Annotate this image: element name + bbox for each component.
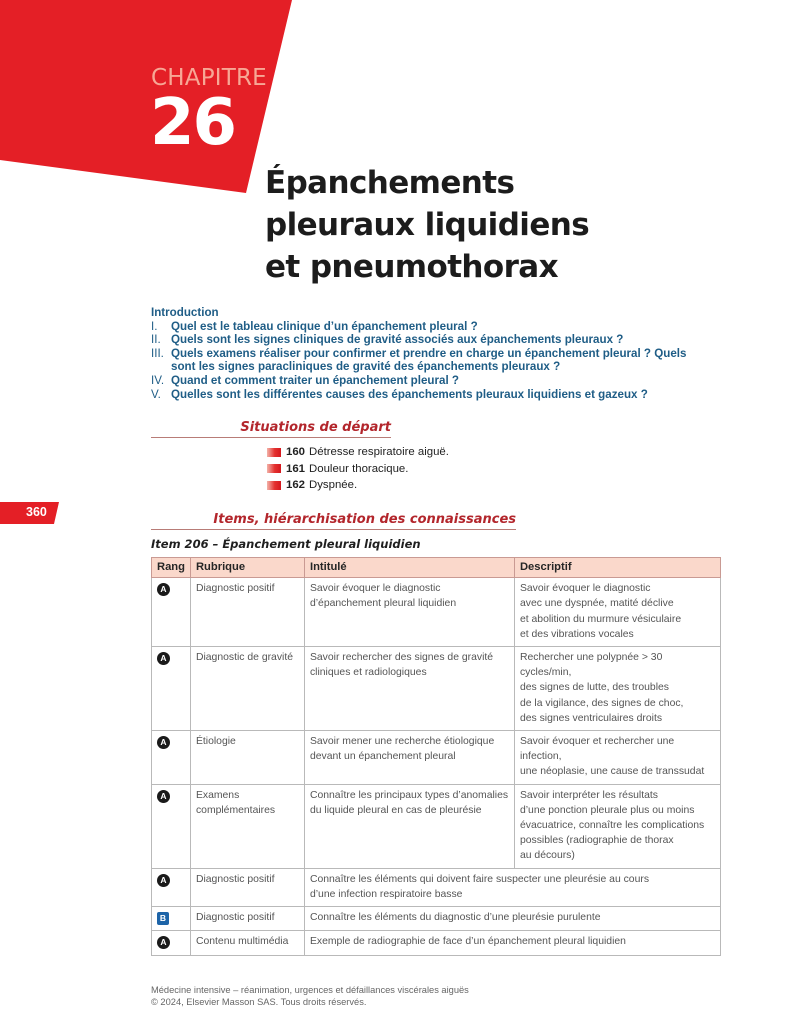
situations-list (267, 444, 449, 494)
situations-title: Situations de départ (240, 420, 391, 435)
situation-code: 161 (286, 462, 306, 475)
intitule-cell: Connaître les éléments du diagnostic d’une pleurésie purulente (304, 907, 720, 931)
intitule-cell: Connaître les éléments qui doivent faire suspecter une pleurésie au cours d’une infection respiratoire basse (304, 868, 720, 906)
page-number-tab (0, 502, 60, 524)
rank-cell (152, 731, 191, 785)
situation-item (267, 444, 449, 461)
rank-b-badge-icon: B (157, 912, 169, 925)
page-title-line: Épanchements (265, 165, 515, 201)
outline-item-number: III. (151, 346, 164, 360)
chapter-number: 26 (150, 86, 236, 160)
rank-a-badge-icon: A (157, 583, 170, 596)
items-header (151, 510, 516, 530)
red-square-bullet-icon (267, 481, 281, 490)
rank-cell (152, 907, 191, 931)
rubrique-cell: Étiologie (190, 731, 304, 785)
outline-item-text: Quelles sont les différentes causes des épanchements pleuraux liquidiens et gazeux ? (171, 387, 648, 401)
rank-cell (152, 578, 191, 647)
rank-cell (152, 647, 191, 731)
rubrique-cell: Diagnostic de gravité (190, 647, 304, 731)
outline-item-text: Quel est le tableau clinique d’un épanchement pleural ? (171, 319, 478, 333)
rubrique-cell: Diagnostic positif (190, 578, 304, 647)
table-header-row (152, 558, 721, 578)
outline-item-text: Quand et comment traiter un épanchement pleural ? (171, 373, 459, 387)
rubrique-cell: Contenu multimédia (190, 931, 304, 956)
rank-a-badge-icon: A (157, 790, 170, 803)
multimedia-link[interactable]: Exemple de radiographie de face d’un épanchement pleural liquidien (304, 931, 720, 956)
page-number: 360 (26, 505, 47, 519)
situations-header (151, 418, 391, 438)
descriptif-cell: Savoir interpréter les résultats d’une ponction pleurale plus ou moins évacuatrice, connaître les complications possibles (radiographie de thorax au décours) (514, 784, 720, 868)
chapter-outline (151, 306, 711, 401)
outline-item-text: Quels sont les signes cliniques de gravité associés aux épanchements pleuraux ? (171, 333, 624, 347)
column-header-rang: Rang (152, 558, 191, 578)
situation-text: Douleur thoracique. (309, 462, 409, 475)
items-title: Items, hiérarchisation des connaissances (213, 512, 516, 527)
rank-cell (152, 931, 191, 956)
intitule-cell: Savoir mener une recherche étiologique devant un épanchement pleural (304, 731, 514, 785)
table-row (152, 907, 721, 931)
descriptif-cell: Savoir évoquer et rechercher une infection, une néoplasie, une cause de transsudat (514, 731, 720, 785)
descriptif-cell: Rechercher une polypnée > 30 cycles/min, des signes de lutte, des troubles de la vigilance, des signes de choc, des signes ventriculaires droits (514, 647, 720, 731)
outline-intro-link[interactable]: Introduction (151, 306, 219, 319)
situation-code: 160 (286, 446, 306, 458)
situation-item (267, 461, 449, 478)
book-title: Médecine intensive – réanimation, urgences et défaillances viscérales aiguës (151, 985, 469, 995)
outline-item-number: V. (151, 387, 161, 401)
outline-item[interactable] (151, 320, 711, 334)
page-title (265, 162, 589, 288)
table-row (152, 868, 721, 906)
rank-a-badge-icon: A (157, 936, 170, 949)
rank-a-badge-icon: A (157, 736, 170, 749)
rank-a-badge-icon: A (157, 874, 170, 887)
situation-item (267, 477, 449, 494)
outline-item-number: I. (151, 319, 158, 333)
rubrique-cell: Diagnostic positif (190, 907, 304, 931)
table-row (152, 784, 721, 868)
situation-text: Dyspnée. (309, 479, 358, 491)
intitule-cell: Connaître les principaux types d’anomalies du liquide pleural en cas de pleurésie (304, 784, 514, 868)
outline-item-number: IV. (151, 373, 165, 387)
column-header-rubrique: Rubrique (190, 558, 304, 578)
rank-a-badge-icon: A (157, 652, 170, 665)
outline-item-number: II. (151, 333, 161, 347)
rubrique-cell: Diagnostic positif (190, 868, 304, 906)
table-caption: Item 206 – Épanchement pleural liquidien (151, 537, 421, 551)
copyright-notice: © 2024, Elsevier Masson SAS. Tous droits réservés. (151, 997, 367, 1007)
column-header-descriptif: Descriptif (514, 558, 720, 578)
table-row (152, 931, 721, 956)
situation-text: Détresse respiratoire aiguë. (309, 446, 449, 458)
intitule-cell: Savoir rechercher des signes de gravité cliniques et radiologiques (304, 647, 514, 731)
descriptif-cell: Savoir évoquer le diagnostic avec une dyspnée, matité déclive et abolition du murmure vésiculaire et des vibrations vocales (514, 578, 720, 647)
page-title-line: pleuraux liquidiens (265, 207, 590, 243)
situation-code: 162 (286, 479, 306, 491)
outline-item[interactable] (151, 333, 711, 347)
outline-item[interactable] (151, 388, 711, 402)
chapter-label: CHAPITRE (151, 65, 267, 91)
column-header-intitule: Intitulé (304, 558, 514, 578)
table-row (152, 731, 721, 785)
rank-cell (152, 868, 191, 906)
red-square-bullet-icon (267, 448, 281, 457)
outline-item-text: Quels examens réaliser pour confirmer et prendre en charge un épanchement pleural ? Quels sont les signes paracliniques de gravité des épanchements pleuraux ? (171, 346, 687, 374)
page-title-line: et pneumothorax (265, 249, 558, 285)
intitule-cell: Savoir évoquer le diagnostic d’épanchement pleural liquidien (304, 578, 514, 647)
table-row (152, 647, 721, 731)
table-row (152, 578, 721, 647)
outline-item[interactable] (151, 347, 711, 374)
page-footer (151, 984, 469, 1008)
outline-item[interactable] (151, 374, 711, 388)
rank-cell (152, 784, 191, 868)
rubrique-cell: Examens complémentaires (190, 784, 304, 868)
red-square-bullet-icon (267, 464, 281, 473)
items-table (151, 557, 721, 956)
